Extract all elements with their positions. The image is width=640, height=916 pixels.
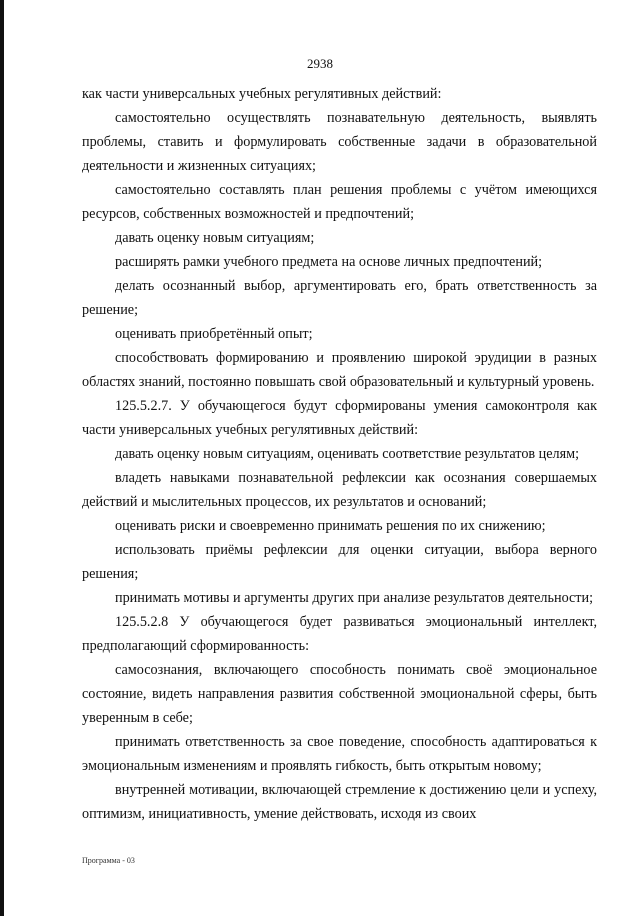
paragraph: оценивать приобретённый опыт; xyxy=(115,326,313,342)
paragraph: внутренней мотивации, включающей стремление к достижению цели и успеху, оптимизм, инициативность, умение действовать, исходя из своих xyxy=(82,782,597,822)
paragraph: принимать мотивы и аргументы других при анализе результатов деятельности; xyxy=(115,590,594,606)
paragraph: расширять рамки учебного предмета на основе личных предпочтений; xyxy=(115,254,543,270)
paragraph: самосознания, включающего способность понимать своё эмоциональное состояние, видеть направления развития собственной эмоциональной сферы, быть уверенным в себе; xyxy=(82,662,597,726)
paragraph: использовать приёмы рефлексии для оценки ситуации, выбора верного решения; xyxy=(82,542,597,582)
paragraph: самостоятельно составлять план решения проблемы с учётом имеющихся ресурсов, собственных возможностей и предпочтений; xyxy=(82,182,597,222)
paragraph: делать осознанный выбор, аргументировать его, брать ответственность за решение; xyxy=(82,278,597,318)
scan-edge xyxy=(0,0,4,916)
paragraph: самостоятельно осуществлять познавательную деятельность, выявлять проблемы, ставить и формулировать собственные задачи в образовательной деятельности и жизненных ситуациях; xyxy=(82,110,597,174)
footer-note: Программа - 03 xyxy=(82,856,135,865)
paragraph: владеть навыками познавательной рефлексии как осознания совершаемых действий и мыслительных процессов, их результатов и оснований; xyxy=(82,470,597,510)
paragraph: 125.5.2.8 У обучающегося будет развиваться эмоциональный интеллект, предполагающий сформированность: xyxy=(82,614,597,654)
paragraph: давать оценку новым ситуациям, оценивать соответствие результатов целям; xyxy=(115,446,580,462)
paragraph: принимать ответственность за свое поведение, способность адаптироваться к эмоциональным изменениям и проявлять гибкость, быть открытым новому; xyxy=(82,734,597,774)
page-number: 2938 xyxy=(307,56,333,71)
paragraph: оценивать риски и своевременно принимать решения по их снижению; xyxy=(115,518,546,534)
body-text xyxy=(82,82,597,826)
paragraph: давать оценку новым ситуациям; xyxy=(115,230,315,246)
paragraph: 125.5.2.7. У обучающегося будут сформированы умения самоконтроля как части универсальных учебных регулятивных действий: xyxy=(82,398,597,438)
paragraph: способствовать формированию и проявлению широкой эрудиции в разных областях знаний, постоянно повышать свой образовательный и культурный уровень. xyxy=(82,350,597,390)
paragraph: как части универсальных учебных регулятивных действий: xyxy=(82,86,442,102)
